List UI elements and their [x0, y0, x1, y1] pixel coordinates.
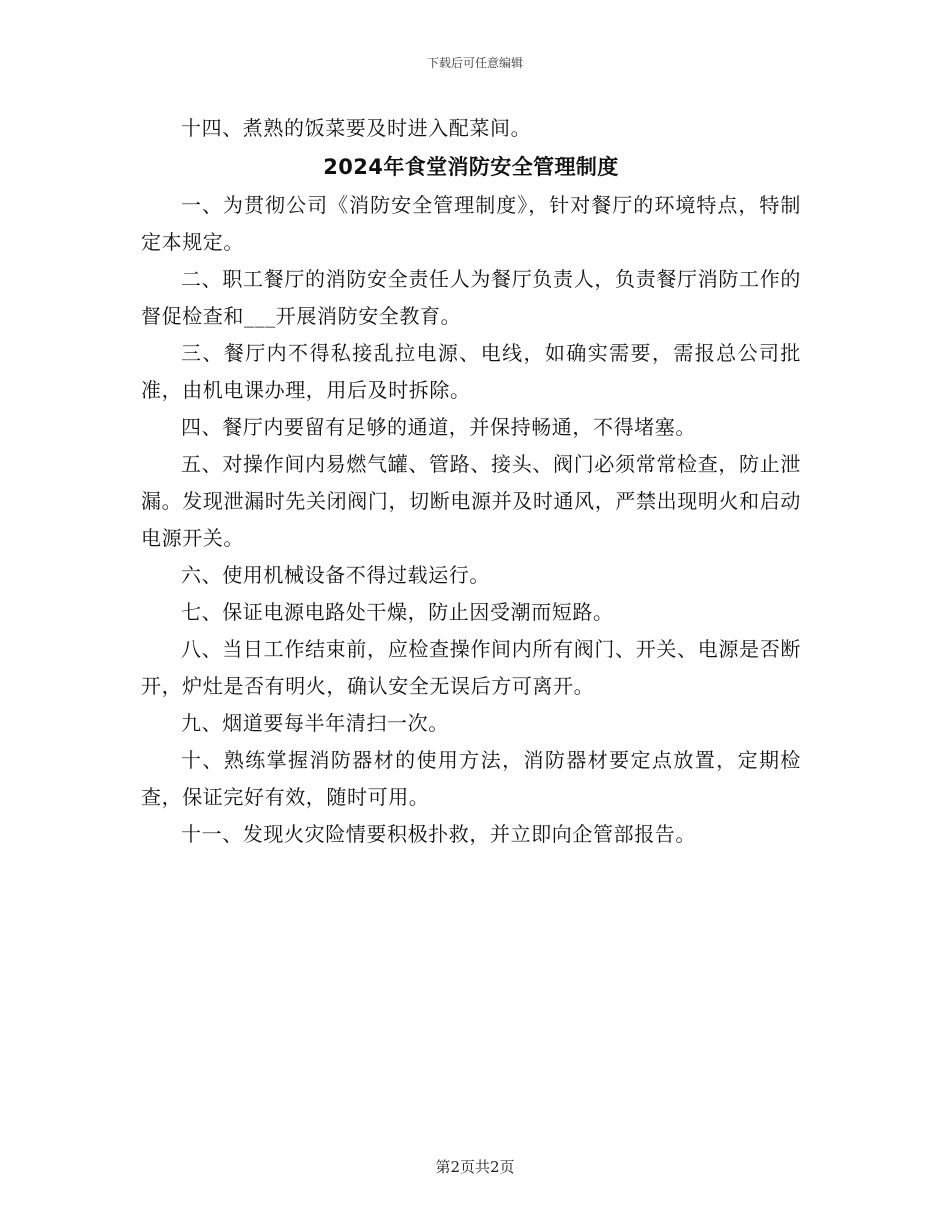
paragraph-10: 十、熟练掌握消防器材的使用方法，消防器材要定点放置，定期检查，保证完好有效，随时可用。 [141, 748, 801, 809]
paragraph-5: 五、对操作间内易燃气罐、管路、接头、阀门必须常常检查，防止泄漏。发现泄漏时先关闭阀门，切断电源并及时通风，严禁出现明火和启动电源开关。 [141, 452, 801, 550]
page-footer: 第2页共2页 [435, 1158, 515, 1176]
paragraph-6: 六、使用机械设备不得过载运行。 [181, 563, 490, 587]
document-title: 2024年食堂消防安全管理制度 [323, 155, 619, 179]
paragraph-8: 八、当日工作结束前，应检查操作间内所有阀门、开关、电源是否断开，炉灶是否有明火，确认安全无误后方可离开。 [141, 637, 801, 698]
paragraph-1: 一、为贯彻公司《消防安全管理制度》，针对餐厅的环境特点，特制定本规定。 [141, 193, 801, 254]
paragraph-7: 七、保证电源电路处干燥，防止因受潮而短路。 [181, 600, 614, 624]
paragraph-4: 四、餐厅内要留有足够的通道，并保持畅通，不得堵塞。 [181, 415, 696, 439]
lead-paragraph: 十四、煮熟的饭菜要及时进入配菜间。 [181, 116, 532, 140]
document-body [141, 110, 801, 853]
paragraph-2: 二、职工餐厅的消防安全责任人为餐厅负责人，负责餐厅消防工作的督促检查和___开展消防安全教育。 [141, 267, 801, 328]
paragraph-9: 九、烟道要每半年清扫一次。 [181, 711, 449, 735]
header-note: 下载后可任意编辑 [426, 56, 523, 70]
paragraph-11: 十一、发现火灾险情要积极扑救，并立即向企管部报告。 [181, 822, 696, 846]
paragraph-3: 三、餐厅内不得私接乱拉电源、电线，如确实需要，需报总公司批准，由机电课办理，用后及时拆除。 [141, 341, 801, 402]
